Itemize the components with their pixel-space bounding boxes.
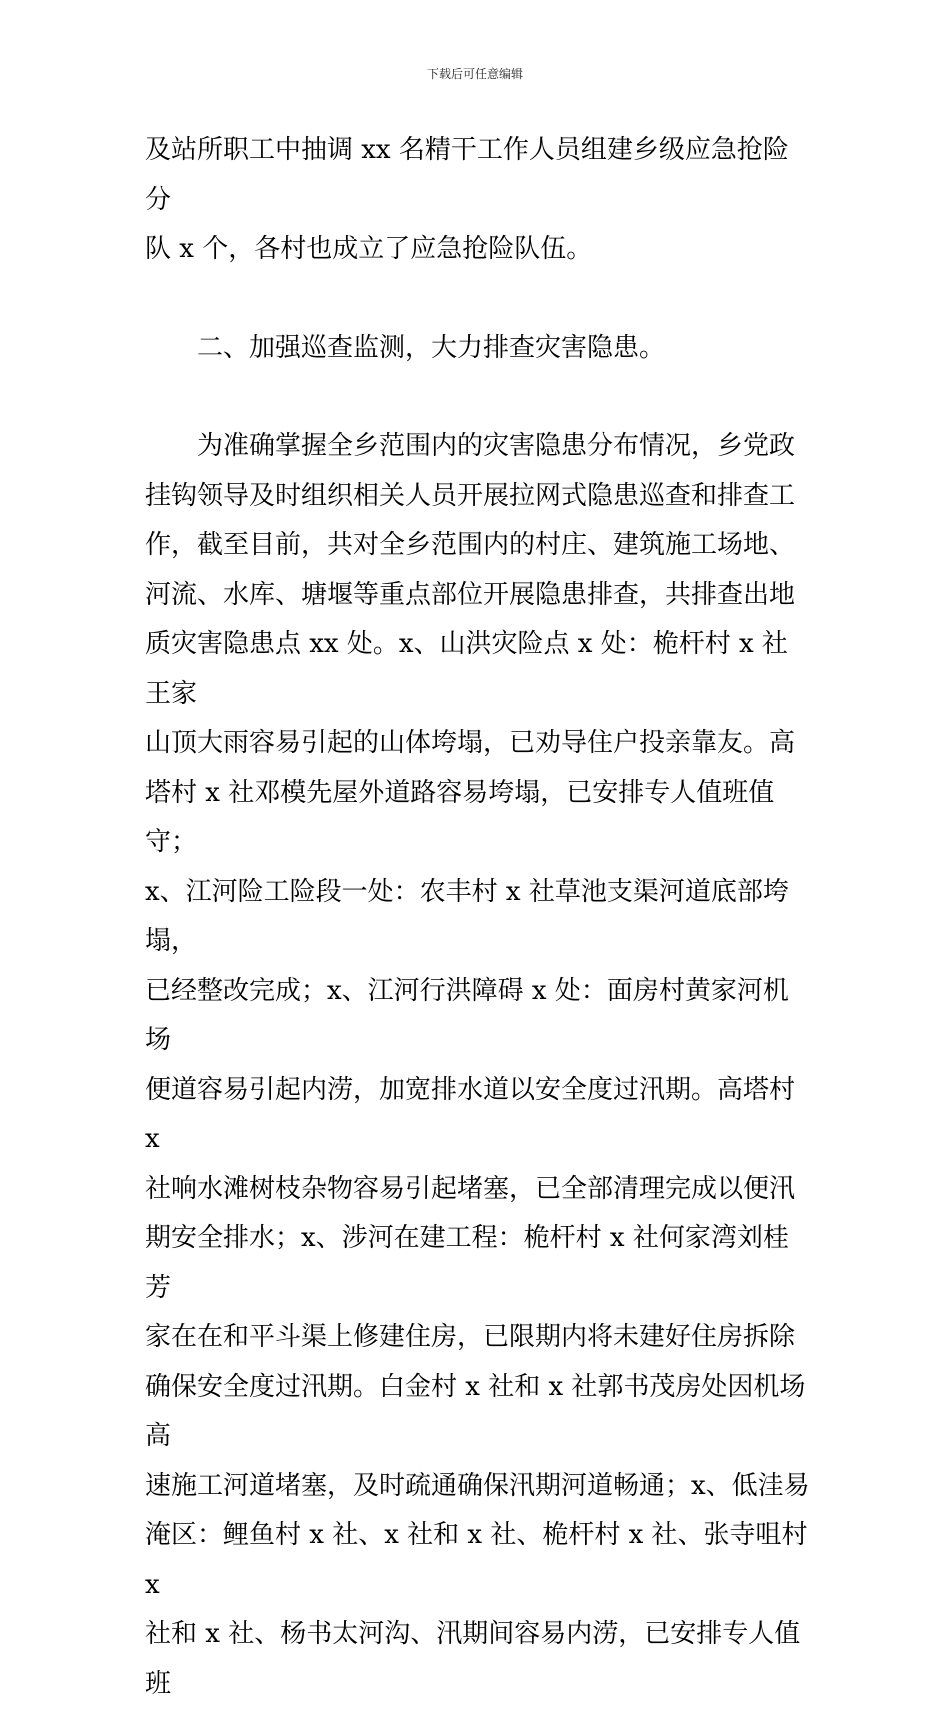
paragraph-continuation: 及站所职工中抽调 xx 名精干工作人员组建乡级应急抢险分 队 x 个，各村也成立了应急抢险队伍。 (145, 135, 789, 264)
document-body (145, 126, 811, 1709)
paragraph-body: 为准确掌握全乡范围内的灾害隐患分布情况，乡党政 挂钩领导及时组织相关人员开展拉网式隐患巡查和排查工 作，截至目前，共对全乡范围内的村庄、建筑施工场地、 河流、水库、塘堰等重点部位开展隐患排查，共排查出地 质灾害隐患点 xx 处。x、山洪灾险点 x 处：桅杆村 x 社王家 山顶大雨容易引起的山体垮塌，已劝导住户投亲靠友。高 塔村 x 社邓模先屋外道路容易垮塌，已安排专人值班值守； x、江河险工险段一处：农丰村 x 社草池支渠河道底部垮塌， 已经整改完成；x、江河行洪障碍 x 处：面房村黄家河机场 便道容易引起内涝，加宽排水道以安全度过汛期。高塔村 x 社响水滩树枝杂物容易引起堵塞，已全部清理完成以便汛 期安全排水；x、涉河在建工程：桅杆村 x 社何家湾刘桂芳 家在在和平斗渠上修建住房，已限期内将未建好住房拆除 确保安全度过汛期。白金村 x 社和 x 社郭书茂房处因机场高 速施工河道堵塞，及时疏通确保汛期河道畅通；x、低洼易 淹区：鲤鱼村 x 社、x 社和 x 社、桅杆村 x 社、张寺咀村 x 社和 x 社、杨书太河沟、汛期间容易内涝，已安排专人值班 (145, 431, 810, 1699)
page-header: 下载后可任意编辑 (426, 67, 523, 81)
section-heading: 二、加强巡查监测，大力排查灾害隐患。 (145, 332, 666, 363)
